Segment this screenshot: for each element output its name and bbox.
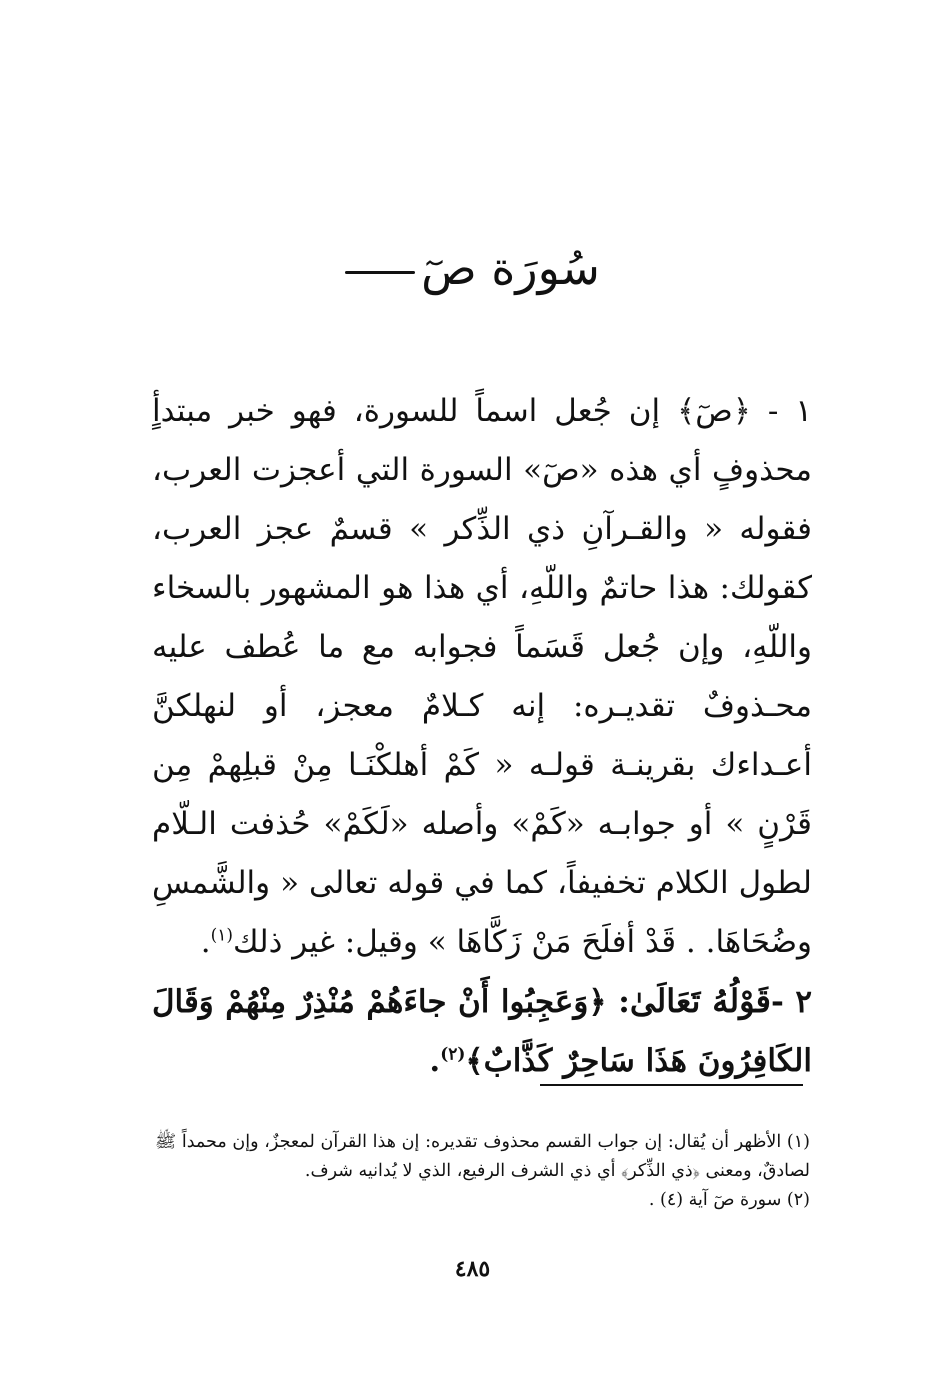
footnote-1: (١) الأظهر أن يُقال: إن جواب القسم محذوف تقديره: إن هذا القرآن لمعجزٌ، وإن محمداً ﷺ لصادقٌ، ومعنى ﴿ذي الذِّكر﴾ أي ذي الشرف الرفيع، الذي لا يُدانيه شرف. [155, 1132, 810, 1181]
footnotes [155, 1128, 810, 1215]
paragraph-1-text: ﴿صٓ﴾ إن جُعل اسماً للسورة، فهو خبر مبتدأٍ محذوفٍ أي هذه «صٓ» السورة التي أعجزت العرب، فقوله « والقـرآنِ ذي الذِّكر » قسمٌ عجز العرب، كقولك: هذا حاتمٌ واللّهِ، أي هذا هو المشهور بالسخاء واللّهِ، وإن جُعل قَسَماً فجوابه مع ما عُطف عليه محـذوفٌ تقديـره: إنه كـلامٌ معجز، أو لنهلكنَّ أعـداءك بقرينـة قولـه « كَمْ أهلكْنَـا مِنْ قبلِهمْ مِن قَرْنٍ » أو جوابـه «كَمْ» وأصله «لَكَمْ» حُذفت الـلّام لطول الكلام تخفيفاً، كما في قوله تعالى « والشَّمسِ وضُحَاهَا. . قَدْ أفلَحَ مَنْ زَكَّاهَا » وقيل: غير ذلك [152, 393, 812, 960]
paragraph-1 [152, 382, 812, 972]
paragraph-1-number: ١ - [767, 393, 812, 429]
paragraph-2-ayah: ﴿وَعَجِبُوا أَنْ جاءَهُمْ مُنْذِرٌ مِنْهُمْ وَقَالَ الكَافِرُونَ هَذَا سَاحِرٌ كَذَّابٌ﴾ [152, 984, 812, 1079]
surah-title-text: سُورَة صٓ [421, 241, 600, 295]
footnote-ref-2[interactable]: (٢) [440, 1044, 466, 1065]
paragraph-2-lead: قَوْلُهُ تَعَالَىٰ: [618, 982, 771, 1020]
paragraph-2-end: . [429, 1043, 441, 1079]
title-flourish [345, 271, 415, 274]
footnote-ref-1[interactable]: (١) [210, 925, 234, 946]
paragraph-2-number: ٢ - [770, 984, 813, 1020]
surah-title [0, 238, 945, 298]
footnote-2: (٢) سورة صٓ آية (٤) . [648, 1190, 810, 1210]
page-number: ٤٨٥ [454, 1256, 491, 1282]
paragraph-2 [152, 972, 812, 1091]
footnote-divider [540, 1084, 803, 1086]
paragraph-1-end: . [200, 924, 211, 960]
main-text [152, 382, 812, 1091]
